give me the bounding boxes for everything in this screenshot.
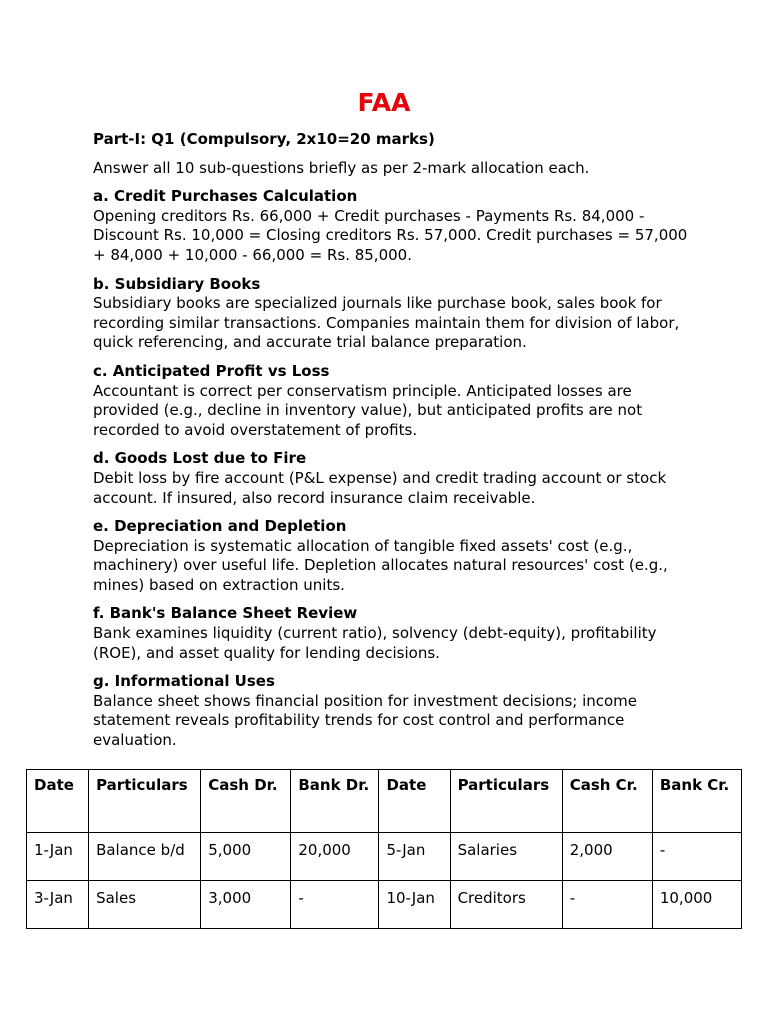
section-e	[93, 517, 693, 595]
section-body: Debit loss by fire account (P&L expense) and credit trading account or stock account. If insured, also record insurance claim receivable.	[93, 468, 667, 507]
section-heading: a. Credit Purchases Calculation	[93, 187, 358, 206]
section-body: Balance sheet shows financial position for investment decisions; income statement reveals profitability trends for cost control and performance evaluation.	[93, 691, 638, 750]
table-header-row	[27, 770, 742, 833]
section-d	[93, 449, 693, 508]
table-cell: 10,000	[652, 881, 741, 929]
table-cell: Salaries	[450, 833, 562, 881]
column-header: Cash Cr.	[562, 770, 652, 833]
part-heading: Part-I: Q1 (Compulsory, 2x10=20 marks)	[93, 130, 435, 148]
section-heading: d. Goods Lost due to Fire	[93, 449, 307, 468]
cash-book-table	[26, 769, 742, 929]
table-cell: -	[562, 881, 652, 929]
column-header: Particulars	[89, 770, 201, 833]
section-heading: c. Anticipated Profit vs Loss	[93, 361, 330, 380]
section-body: Opening creditors Rs. 66,000 + Credit purchases - Payments Rs. 84,000 - Discount Rs. 10,000 = Closing creditors Rs. 57,000. Credit purchases = 57,000 + 84,000 + 10,000 - 66,000 = Rs. 85,000.	[93, 206, 688, 264]
section-g	[93, 672, 693, 750]
table-cell: 3-Jan	[27, 881, 89, 929]
column-header: Bank Dr.	[291, 770, 379, 833]
column-header: Date	[27, 770, 89, 833]
table-cell: 2,000	[562, 833, 652, 881]
document-body	[93, 130, 693, 760]
section-heading: e. Depreciation and Depletion	[93, 517, 347, 536]
table-cell: 5-Jan	[379, 833, 450, 881]
table-cell: 1-Jan	[27, 833, 89, 881]
page-title: FAA	[357, 88, 411, 117]
column-header: Date	[379, 770, 450, 833]
table-cell: -	[291, 881, 379, 929]
intro-text: Answer all 10 sub-questions briefly as per 2-mark allocation each.	[93, 158, 590, 177]
section-heading: g. Informational Uses	[93, 672, 275, 691]
table-cell: Sales	[89, 881, 201, 929]
column-header: Bank Cr.	[652, 770, 741, 833]
section-body: Subsidiary books are specialized journals like purchase book, sales book for recording similar transactions. Companies maintain them for division of labor, quick referencing, and accurate trial balance preparation.	[93, 294, 680, 352]
section-body: Bank examines liquidity (current ratio), solvency (debt-equity), profitability (ROE), and asset quality for lending decisions.	[93, 624, 657, 662]
table-cell: Balance b/d	[89, 833, 201, 881]
section-heading: b. Subsidiary Books	[93, 274, 261, 293]
column-header: Particulars	[450, 770, 562, 833]
section-f	[93, 604, 693, 663]
section-body: Depreciation is systematic allocation of tangible fixed assets' cost (e.g., machinery) over useful life. Depletion allocates natural resources' cost (e.g., mines) based on extraction units.	[93, 536, 668, 594]
section-b	[93, 275, 693, 353]
section-c	[93, 362, 693, 440]
section-heading: f. Bank's Balance Sheet Review	[93, 604, 358, 623]
table-row	[27, 833, 742, 881]
table-cell: 5,000	[201, 833, 291, 881]
table-cell: 10-Jan	[379, 881, 450, 929]
column-header: Cash Dr.	[201, 770, 291, 833]
section-a	[93, 187, 693, 265]
table-row	[27, 881, 742, 929]
table-cell: -	[652, 833, 741, 881]
table-cell: 20,000	[291, 833, 379, 881]
table-cell: 3,000	[201, 881, 291, 929]
table-cell: Creditors	[450, 881, 562, 929]
section-body: Accountant is correct per conservatism principle. Anticipated losses are provided (e.g., decline in inventory value), but anticipated profits are not recorded to avoid overstatement of profits.	[93, 381, 643, 439]
